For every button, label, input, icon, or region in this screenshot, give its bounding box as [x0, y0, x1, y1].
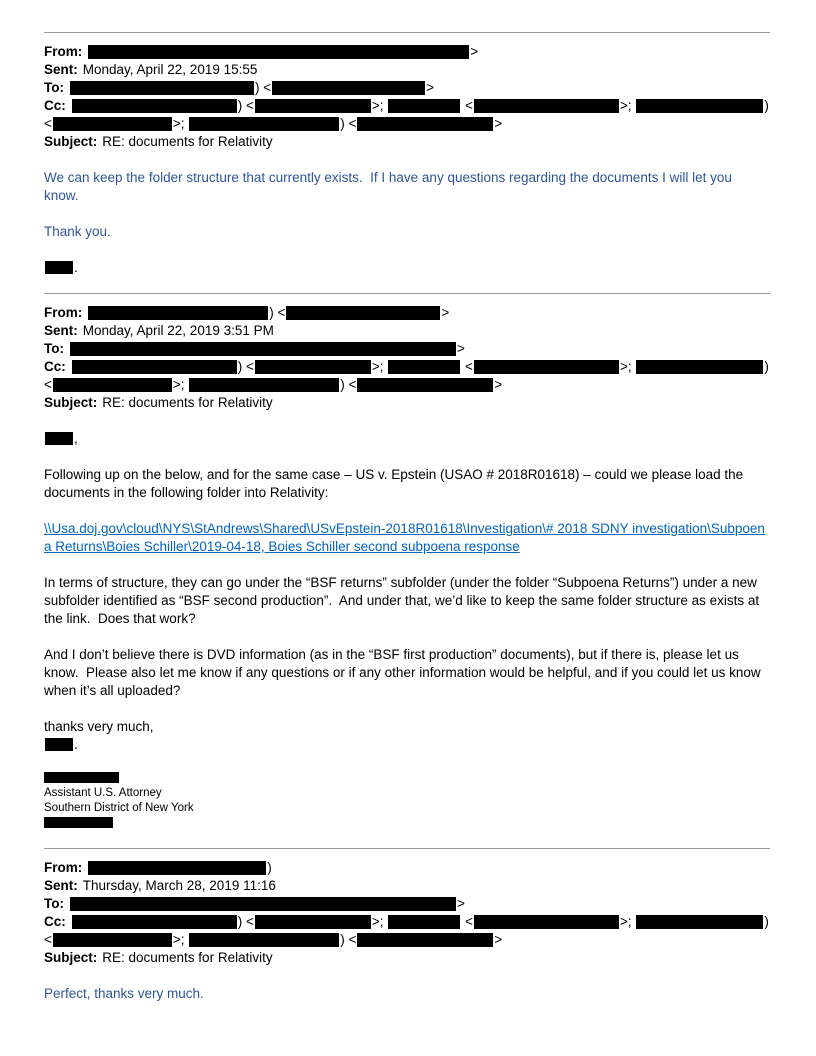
- redaction-bar: [474, 99, 619, 113]
- redaction-bar: [636, 99, 763, 113]
- redaction-bar: [189, 933, 339, 947]
- sent-value: Monday, April 22, 2019 15:55: [82, 62, 258, 77]
- redaction-bar: [88, 45, 469, 59]
- subject-value: RE: documents for Relativity: [102, 395, 273, 410]
- cc-line-2: [44, 376, 770, 394]
- header-text: >;: [619, 359, 636, 374]
- to-line: [44, 79, 770, 97]
- body-paragraph: Following up on the below, and for the same case – US v. Epstein (USAO # 2018R01618) – could we please load the documents in the following folder into Relativity:: [44, 467, 747, 500]
- cc-label: Cc:: [44, 914, 66, 929]
- header-text: >: [494, 116, 503, 131]
- subject-label: Subject:: [44, 950, 98, 965]
- redaction-bar: [255, 360, 371, 374]
- redaction-bar: [70, 81, 254, 95]
- redaction-bar: [357, 117, 493, 131]
- redaction-bar: [388, 360, 460, 374]
- subject-line: [44, 949, 770, 967]
- header-text: >;: [371, 914, 388, 929]
- header-text: >;: [619, 914, 636, 929]
- header-text: <: [44, 932, 52, 947]
- header-text: ) <: [340, 116, 357, 131]
- redaction-bar: [44, 817, 113, 828]
- sent-label: Sent:: [44, 878, 78, 893]
- header-text: ) <: [255, 80, 272, 95]
- header-text: >: [441, 305, 450, 320]
- closing-line: thanks very much,: [44, 719, 154, 734]
- header-text: >: [470, 44, 479, 59]
- signature-title: Assistant U.S. Attorney: [44, 787, 162, 799]
- subject-value: RE: documents for Relativity: [102, 950, 273, 965]
- salutation-line: [44, 430, 770, 448]
- to-line: [44, 340, 770, 358]
- body-paragraph: We can keep the folder structure that currently exists. If I have any questions regarding the documents I will let you know.: [44, 170, 736, 203]
- email-3: [44, 848, 770, 1003]
- redaction-bar: [272, 81, 425, 95]
- body-text: ,: [74, 431, 78, 446]
- redaction-bar: [53, 378, 172, 392]
- body-paragraph: Perfect, thanks very much.: [44, 986, 204, 1001]
- to-label: To:: [44, 896, 64, 911]
- sent-label: Sent:: [44, 323, 78, 338]
- header-text: ) <: [340, 377, 357, 392]
- redaction-bar: [474, 360, 619, 374]
- body-paragraph: In terms of structure, they can go under the “BSF returns” subfolder (under the folder “Subpoena Returns”) under a new subfolder identified as “BSF second production”. And under that, we’d like to keep the same folder structure as exists at the link. Does that work?: [44, 575, 763, 626]
- signature-name-line: [44, 736, 770, 754]
- to-line: [44, 895, 770, 913]
- header-text: >: [457, 896, 465, 911]
- header-text: <: [44, 377, 52, 392]
- header-text: >: [494, 377, 503, 392]
- header-text: >;: [619, 98, 636, 113]
- redaction-bar: [255, 915, 371, 929]
- from-label: From:: [44, 860, 83, 875]
- header-text: >: [494, 932, 503, 947]
- redaction-bar: [70, 897, 456, 911]
- redaction-bar: [357, 378, 493, 392]
- redaction-bar: [189, 117, 339, 131]
- sent-label: Sent:: [44, 62, 78, 77]
- redaction-bar: [286, 306, 440, 320]
- cc-label: Cc:: [44, 98, 66, 113]
- signature-block: [44, 772, 770, 828]
- redaction-bar: [53, 933, 172, 947]
- redaction-bar: [72, 99, 237, 113]
- redaction-bar: [388, 915, 460, 929]
- redaction-bar: [72, 360, 237, 374]
- redaction-bar: [45, 738, 73, 751]
- sent-value: Monday, April 22, 2019 3:51 PM: [82, 323, 274, 338]
- subject-value: RE: documents for Relativity: [102, 134, 273, 149]
- from-label: From:: [44, 44, 83, 59]
- subject-line: [44, 394, 770, 412]
- header-text: <: [461, 98, 473, 113]
- cc-line-2: [44, 115, 770, 133]
- subject-label: Subject:: [44, 395, 98, 410]
- sent-line: [44, 61, 770, 79]
- cc-line: [44, 358, 770, 376]
- header-text: <: [461, 359, 473, 374]
- header-text: ) <: [269, 305, 286, 320]
- header-text: >;: [172, 932, 189, 947]
- header-text: >;: [371, 98, 388, 113]
- header-text: ): [764, 98, 769, 113]
- header-text: >;: [172, 377, 189, 392]
- body-text: .: [74, 737, 78, 752]
- redaction-bar: [357, 933, 493, 947]
- to-label: To:: [44, 80, 64, 95]
- subject-line: [44, 133, 770, 151]
- header-text: ) <: [340, 932, 357, 947]
- from-label: From:: [44, 305, 83, 320]
- redaction-bar: [255, 99, 371, 113]
- sent-line: [44, 322, 770, 340]
- redaction-bar: [72, 915, 237, 929]
- redaction-bar: [189, 378, 339, 392]
- signature-name-line: [44, 259, 770, 277]
- redaction-bar: [44, 772, 119, 783]
- redaction-bar: [70, 342, 456, 356]
- from-line: [44, 304, 770, 322]
- redaction-bar: [474, 915, 619, 929]
- to-label: To:: [44, 341, 64, 356]
- cc-line: [44, 97, 770, 115]
- header-text: >: [457, 341, 465, 356]
- header-text: ): [764, 359, 769, 374]
- redaction-bar: [45, 432, 73, 445]
- body-paragraph: And I don’t believe there is DVD information (as in the “BSF first production” documents), but if there is, please let us know. Please also let me know if any questions or if any other information would be helpful, and if you could let us know when it’s all uploaded?: [44, 647, 765, 698]
- link-paragraph: [44, 520, 770, 556]
- redaction-bar: [636, 915, 763, 929]
- email-2: [44, 293, 770, 828]
- header-text: >;: [172, 116, 189, 131]
- network-folder-link[interactable]: \\Usa.doj.gov\cloud\NYS\StAndrews\Shared\USvEpstein-2018R01618\Investigation\# 2018 SDNY investigation\Subpoena Returns\Boies Schiller\2019-04-18, Boies Schiller second subpoena response: [44, 521, 765, 554]
- header-text: <: [461, 914, 473, 929]
- header-text: ): [764, 914, 769, 929]
- header-text: ): [267, 860, 272, 875]
- email-1: [44, 32, 770, 277]
- redaction-bar: [88, 306, 268, 320]
- redaction-bar: [45, 261, 73, 274]
- from-line: [44, 43, 770, 61]
- from-line: [44, 859, 770, 877]
- sent-line: [44, 877, 770, 895]
- redaction-bar: [636, 360, 763, 374]
- header-text: ) <: [237, 914, 254, 929]
- cc-line: [44, 913, 770, 931]
- body-paragraph: Thank you.: [44, 224, 111, 239]
- header-text: ) <: [237, 98, 254, 113]
- header-text: >;: [371, 359, 388, 374]
- redaction-bar: [53, 117, 172, 131]
- cc-label: Cc:: [44, 359, 66, 374]
- header-text: ) <: [237, 359, 254, 374]
- redaction-bar: [88, 861, 266, 875]
- body-text: .: [74, 260, 78, 275]
- cc-line-2: [44, 931, 770, 949]
- header-text: <: [44, 116, 52, 131]
- signature-org: Southern District of New York: [44, 802, 194, 814]
- redaction-bar: [388, 99, 460, 113]
- sent-value: Thursday, March 28, 2019 11:16: [82, 878, 276, 893]
- header-text: >: [426, 80, 435, 95]
- subject-label: Subject:: [44, 134, 98, 149]
